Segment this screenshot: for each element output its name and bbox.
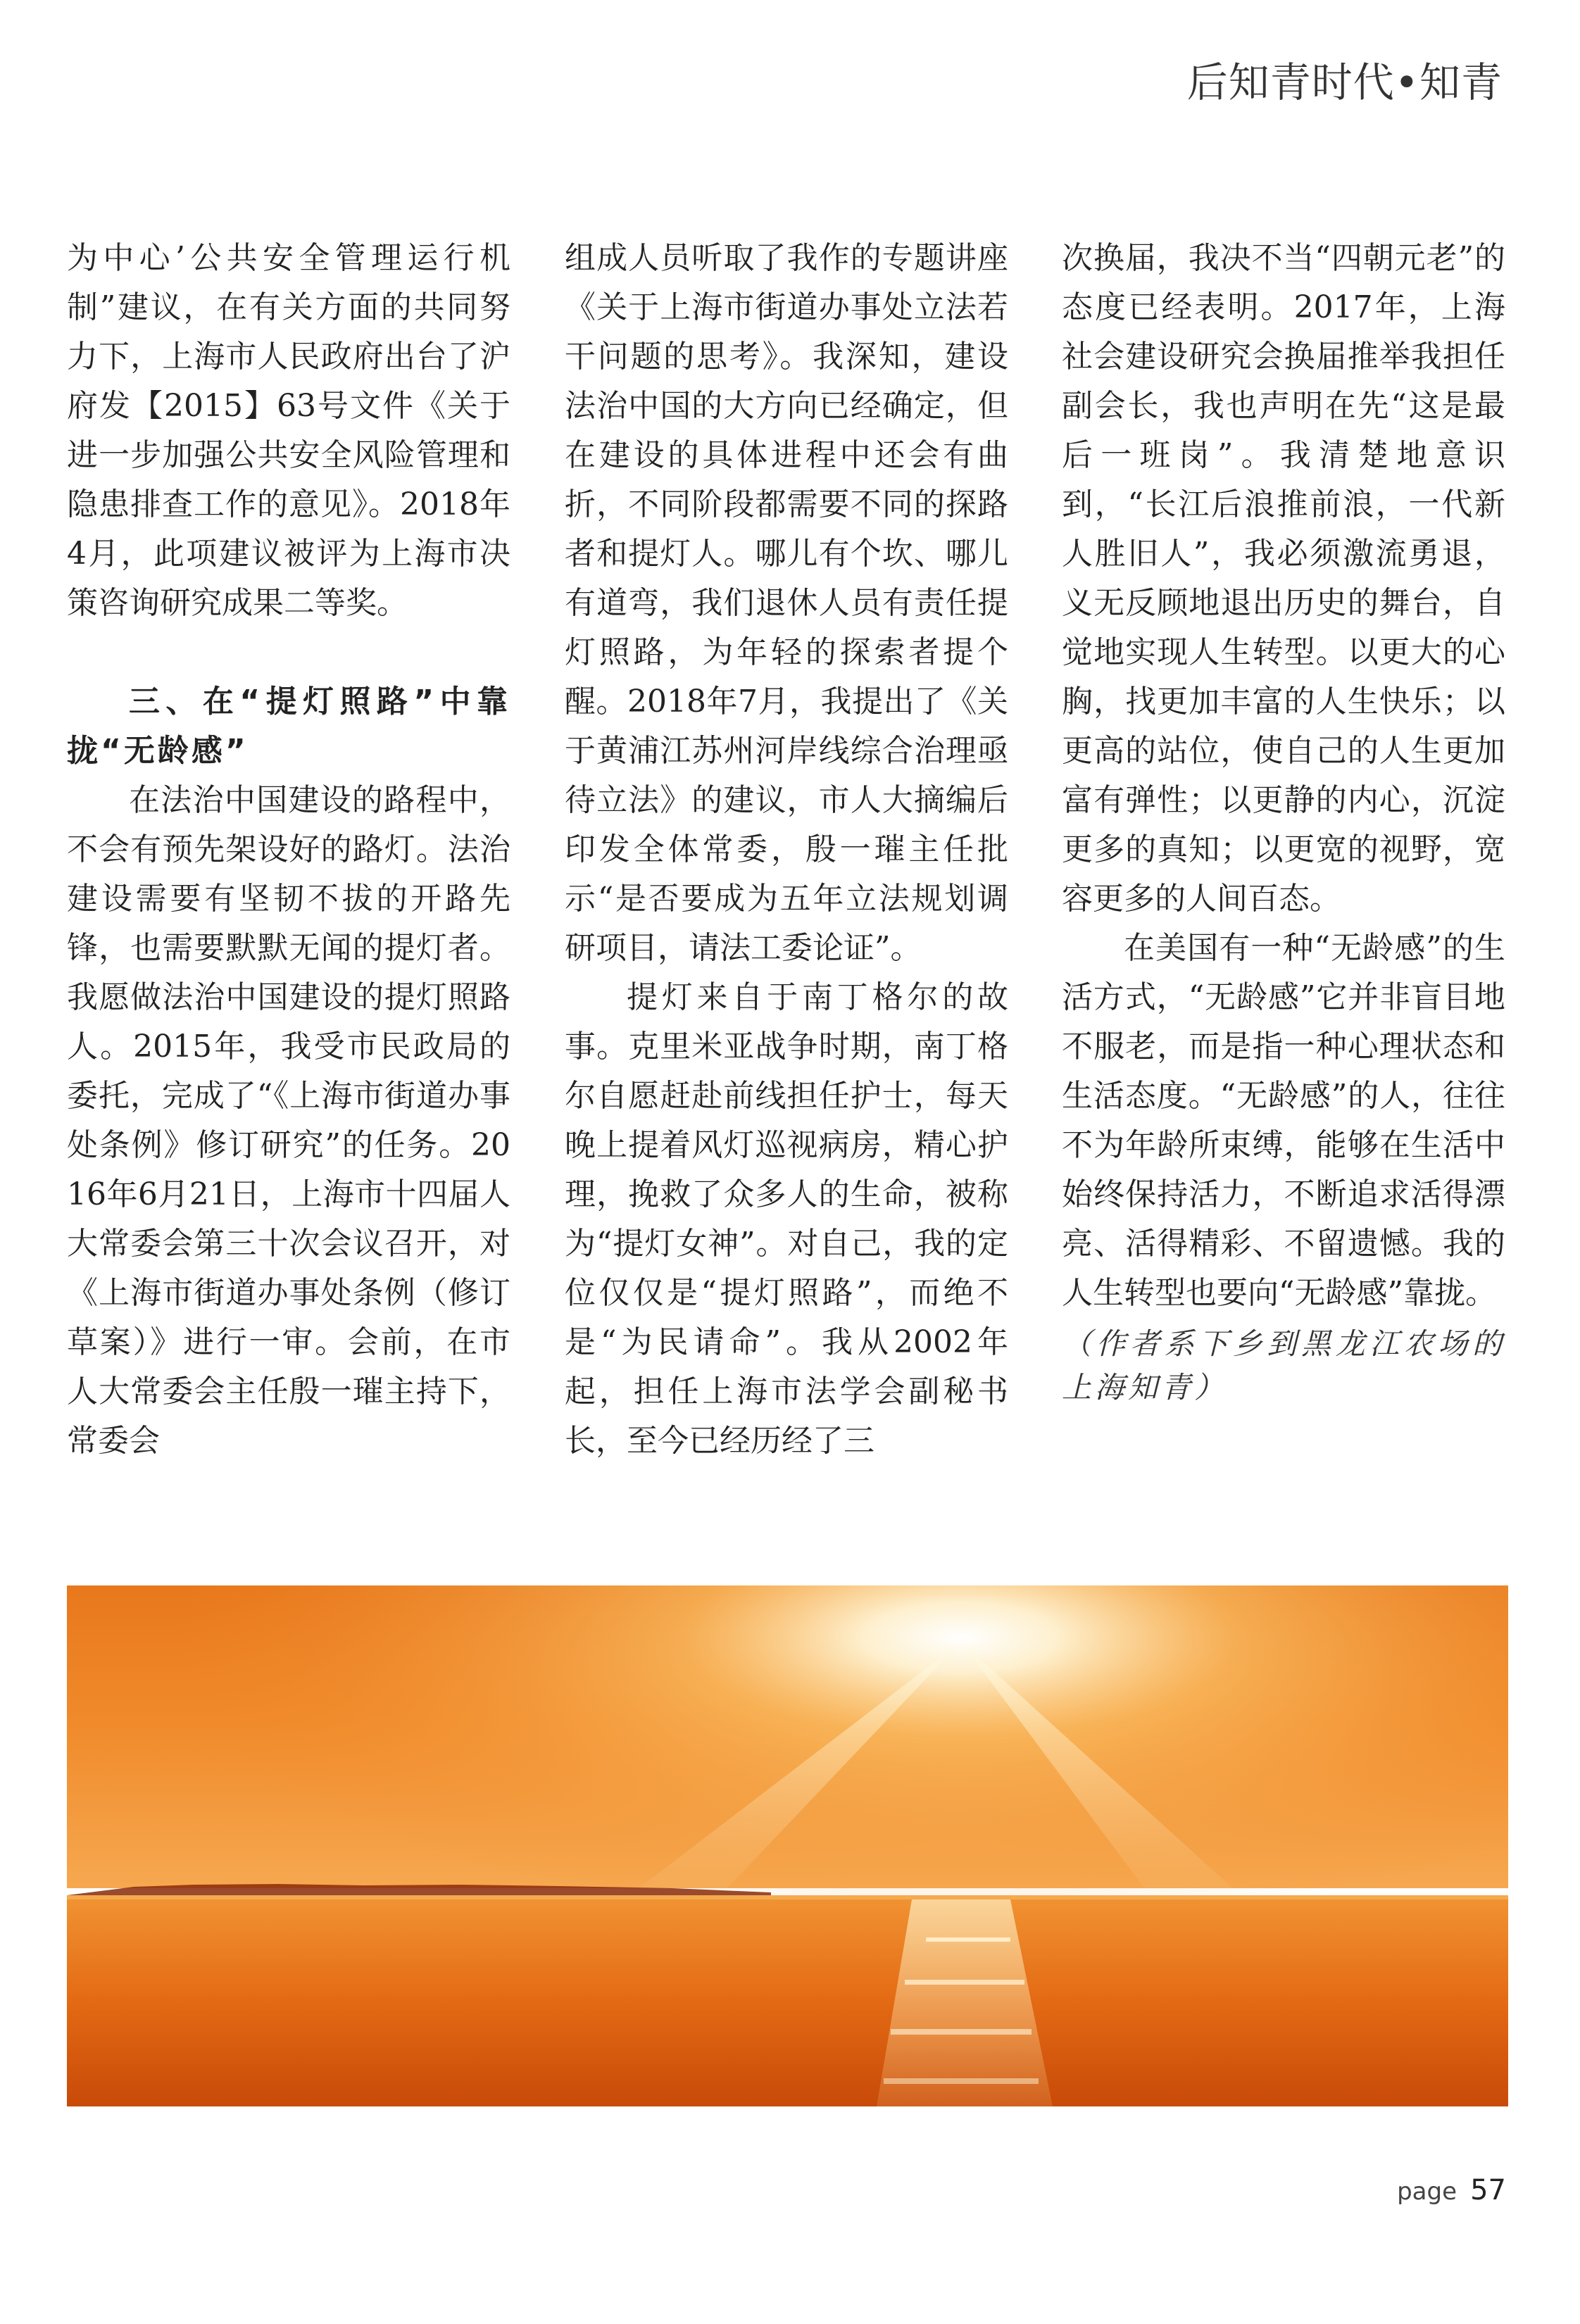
page-label: page (1397, 2178, 1457, 2206)
column-2 (565, 234, 1008, 1466)
section-heading: 三、在“提灯照路”中靠拢“无龄感” (67, 684, 510, 769)
column-3 (1062, 234, 1505, 1409)
section-header: 后知青时代•知青 (1186, 58, 1503, 106)
paragraph: 为中心’公共安全管理运行机制”建议，在有关方面的共同努力下，上海市人民政府出台了沪府发【2015】63号文件《关于进一步加强公共安全风险管理和隐患排查工作的意见》。2018年4月，此项建议被评为上海市决策咨询研究成果二等奖。 (67, 240, 510, 621)
column-1 (67, 234, 510, 1466)
sunset-photo (67, 1585, 1508, 2106)
paragraph: 在美国有一种“无龄感”的生活方式，“无龄感”它并非盲目地不服老，而是指一种心理状态和生活态度。“无龄感”的人，往往不为年龄所束缚，能够在生活中始终保持活力，不断追求活得漂亮、活得精彩、不留遗憾。我的人生转型也要向“无龄感”靠拢。 (1062, 930, 1505, 1311)
paragraph: 组成人员听取了我作的专题讲座《关于上海市街道办事处立法若干问题的思考》。我深知，建设法治中国的大方向已经确定，但在建设的具体进程中还会有曲折，不同阶段都需要不同的探路者和提灯人。哪儿有个坎、哪儿有道弯，我们退休人员有责任提灯照路，为年轻的探索者提个醒。2018年7月，我提出了《关于黄浦江苏州河岸线综合治理亟待立法》的建议，市人大摘编后印发全体常委，殷一璀主任批示“是否要成为五年立法规划调研项目，请法工委论证”。 (565, 240, 1008, 966)
paragraph: 提灯来自于南丁格尔的故事。克里米亚战争时期，南丁格尔自愿赶赴前线担任护士，每天晚上提着风灯巡视病房，精心护理，挽救了众多人的生命，被称为“提灯女神”。对自己，我的定位仅仅是“提灯照路”，而绝不是“为民请命”。我从2002年起，担任上海市法学会副秘书长，至今已经历经了三 (565, 979, 1008, 1459)
sunset-photo-illustration (67, 1585, 1508, 2106)
paragraph: 在法治中国建设的路程中，不会有预先架设好的路灯。法治建设需要有坚韧不拔的开路先锋，也需要默默无闻的提灯者。我愿做法治中国建设的提灯照路人。2015年，我受市民政局的委托，完成了“《上海市街道办事处条例》修订研究”的任务。2016年6月21日，上海市十四届人大常委会第三十次会议召开，对《上海市街道办事处条例（修订草案）》进行一审。会前，在市人大常委会主任殷一璀主持下，常委会 (67, 782, 510, 1459)
author-note: （作者系下乡到黑龙江农场的上海知青） (1062, 1326, 1505, 1405)
page-footer (1397, 2174, 1506, 2206)
page-number: 57 (1470, 2174, 1506, 2206)
paragraph: 次换届，我决不当“四朝元老”的态度已经表明。2017年，上海社会建设研究会换届推举我担任副会长，我也声明在先“这是最后一班岗”。我清楚地意识到，“长江后浪推前浪，一代新人胜旧人”，我必须激流勇退，义无反顾地退出历史的舞台，自觉地实现人生转型。以更大的心胸，找更加丰富的人生快乐；以更高的站位，使自己的人生更加富有弹性；以更静的内心，沉淀更多的真知；以更宽的视野，宽容更多的人间百态。 (1062, 240, 1505, 917)
